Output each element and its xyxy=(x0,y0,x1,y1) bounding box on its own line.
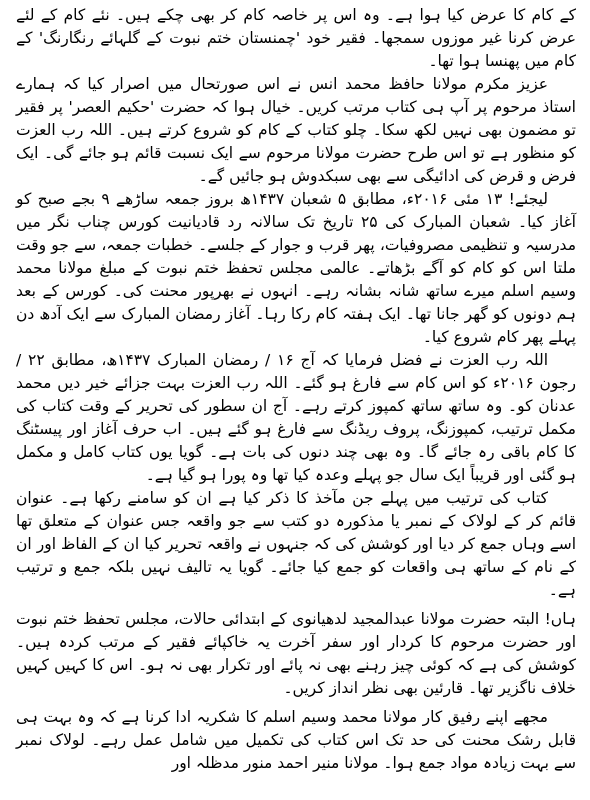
paragraph-7: مجھے اپنے رفیق کار مولانا محمد وسیم اسلم کا شکریہ ادا کرنا ہے کہ وہ بہت ہی قابل رشک محنت کی حد تک اس کتاب کی تکمیل میں شامل عمل رہے۔ لولاک نمبر سے بہت زیادہ مواد جمع ہوا۔ مولانا منیر احمد منور مدظلہ اور xyxy=(16,708,576,772)
paragraph-6: ہاں! البتہ حضرت مولانا عبدالمجید لدھیانوی کے ابتدائی حالات، مجلس تحفظ ختم نبوت اور حضرت مرحوم کا کردار اور سفر آخرت یہ خاکپائے فقیر کے مرتب کردہ ہیں۔ کوشش کی ہے کہ کوئی چیز رہنے بھی نہ پائے اور تکرار بھی نہ ہو۔ اس کا کہیں کہیں خلاف ناگزیر تھا۔ قارئین بھی نظر انداز کریں۔ xyxy=(16,610,576,697)
paragraph-1: کے کام کا عرض کیا ہوا ہے۔ وہ اس پر خاصہ کام کر بھی چکے ہیں۔ نئے کام کے لئے عرض کرنا غیر موزوں سمجھا۔ فقیر خود 'چمنستان ختم نبوت کے گلہائے رنگارنگ' کے کام میں پھنسا ہوا تھا۔ xyxy=(16,6,576,70)
document-page xyxy=(16,4,576,794)
paragraph-5: کتاب کی ترتیب میں پہلے جن مآخذ کا ذکر کیا ہے ان کو سامنے رکھا ہے۔ عنوان قائم کر کے لولاک کے نمبر یا مذکورہ دو کتب سے جو واقعہ جس عنوان کے متعلق تھا اسے وہاں جمع کر دیا اور کوشش کی کہ جنہوں نے واقعہ تحریر کیا ان کے الفاظ اور ان کے نام کے ساتھ ہی واقعات کو جمع کیا جائے۔ گویا یہ تالیف نہیں بلکہ جمع و ترتیب ہے۔ xyxy=(16,489,576,599)
paragraph-2: عزیز مکرم مولانا حافظ محمد انس نے اس صورتحال میں اصرار کیا کہ ہمارے استاذ مرحوم پر آپ ہی کتاب مرتب کریں۔ خیال ہوا کہ حضرت 'حکیم العصر' پر فقیر تو مضمون بھی نہیں لکھ سکا۔ چلو کتاب کے کام کو شروع کرتے ہیں۔ اللہ رب العزت کو منظور ہے تو اس طرح حضرت مولانا مرحوم سے ایک نسبت قائم ہو جائے گی۔ ایک فرض و قرض کی ادائیگی سے بھی سبکدوش ہو جائیں گے۔ xyxy=(16,75,576,185)
paragraph-4: اللہ رب العزت نے فضل فرمایا کہ آج ۱۶ / رمضان المبارک ۱۴۳۷ھ، مطابق ۲۲ / رجون ۲۰۱۶ء کو اس کام سے فارغ ہو گئے۔ اللہ رب العزت بہت جزائے خیر دیں محمد عدنان کو۔ وہ ساتھ ساتھ کمپوز کرتے رہے۔ آج ان سطور کی تحریر کے وقت کتاب کی مکمل ترتیب، کمپوزنگ، پروف ریڈنگ سے فارغ ہو گئے ہیں۔ اب حرف آغاز اور پیسٹنگ کا کام باقی رہ جائے گا۔ وہ بھی چند دنوں کی بات ہے۔ گویا یوں کتاب کامل و مکمل ہو گئی اور قریباً ایک سال جو پہلے وعدہ کیا تھا وہ پورا ہو گیا ہے۔ xyxy=(16,351,577,484)
paragraph-3: لیجئے! ۱۳ مئی ۲۰۱۶ء، مطابق ۵ شعبان ۱۴۳۷ھ بروز جمعہ ساڑھے ۹ بجے صبح کو آغاز کیا۔ شعبان المبارک کی ۲۵ تاریخ تک سالانہ رد قادیانیت کورس چناب نگر میں مدرسیہ و تنظیمی مصروفیات، پھر قرب و جوار کے جلسے۔ خطبات جمعہ، سے جو وقت ملتا اس کو کام کو آگے بڑھاتے۔ عالمی مجلس تحفظ ختم نبوت کے مبلغ مولانا محمد وسیم اسلم میرے ساتھ شانہ بشانہ رہے۔ انہوں نے بھرپور محنت کی۔ کورس کے بعد ہم دونوں کو گھر جانا تھا۔ ایک ہفتہ کام رکا رہا۔ آغاز رمضان المبارک سے ایک آدھ دن پہلے پھر کام شروع کیا۔ xyxy=(16,190,576,346)
